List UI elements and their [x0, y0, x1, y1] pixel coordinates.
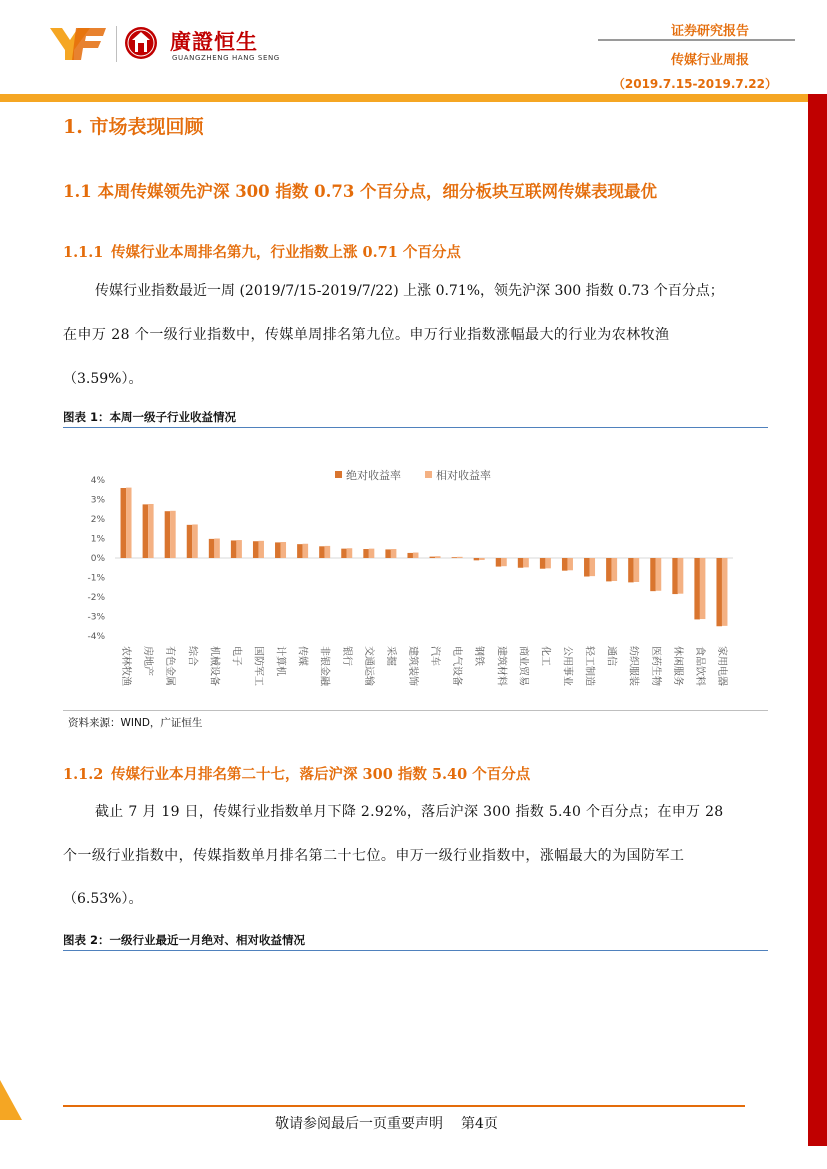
paragraph-line: 在申万 28 个一级行业指数中，传媒单周排名第九位。申万行业指数涨幅最大的行业为农林牧渔 [63, 327, 670, 343]
x-category-label: 采掘 [384, 646, 396, 666]
x-category-label: 家用电器 [715, 646, 727, 686]
bar-relative [413, 553, 419, 558]
y-tick-label: -1% [87, 573, 105, 584]
x-category-label: 商业贸易 [517, 646, 529, 686]
side-accent-bar [808, 94, 827, 1146]
y-tick-label: 2% [90, 515, 105, 525]
bar-relative [612, 558, 618, 581]
company-seal-logo [124, 26, 158, 60]
x-category-label: 休闲服务 [671, 646, 683, 686]
x-category-label: 建筑材料 [495, 646, 507, 686]
x-category-label: 食品饮料 [693, 646, 705, 686]
figure-1-top-rule [63, 427, 768, 428]
bar-absolute [562, 558, 568, 571]
bar-relative [435, 556, 441, 558]
paragraph-line: 传媒行业指数最近一周 (2019/7/15-2019/7/22) 上涨 0.71%，领先沪深 300 指数 0.73 个百分点； [95, 283, 724, 299]
bar-relative [148, 504, 154, 558]
footer-corner-decoration [0, 1080, 30, 1120]
x-category-label: 综合 [186, 646, 198, 666]
header-band [0, 94, 808, 102]
legend-label: 相对收益率 [436, 469, 491, 482]
x-category-label: 钢铁 [473, 646, 485, 666]
section-title: 传媒行业本月排名第二十七，落后沪深 300 指数 5.40 个百分点 [111, 766, 531, 783]
x-category-label: 国防军工 [252, 646, 264, 686]
bar-absolute [341, 549, 347, 558]
bar-relative [236, 540, 242, 558]
bar-relative [479, 558, 485, 560]
y-tick-label: 3% [90, 495, 105, 506]
x-category-label: 农林牧渔 [120, 646, 132, 686]
section-heading-1-1-1 [63, 241, 461, 262]
x-category-label: 汽车 [429, 646, 441, 666]
figure-2-title: 图表 2：一级行业最近一月绝对、相对收益情况 [63, 933, 306, 947]
paragraph-line: （3.59%）。 [63, 371, 143, 387]
bar-absolute [231, 540, 237, 558]
x-category-label: 机械设备 [208, 646, 220, 686]
bar-absolute [209, 539, 215, 558]
x-category-label: 通信 [605, 646, 617, 666]
paragraph-line: 截止 7 月 19 日，传媒行业指数单月下降 2.92%，落后沪深 300 指数 5.40 个百分点；在申万 28 [95, 804, 724, 820]
x-category-label: 电气设备 [451, 646, 463, 686]
bar-absolute [430, 557, 436, 558]
bar-absolute [363, 549, 369, 558]
section-number: 1.1.2 [63, 766, 104, 783]
report-date-range: （2019.7.15-2019.7.22） [612, 77, 777, 91]
y-tick-label: -3% [87, 612, 105, 623]
figure-1-bottom-rule [63, 710, 768, 711]
section-heading-1-1: 1.1 本周传媒领先沪深 300 指数 0.73 个百分点，细分板块互联网传媒表现最优 [63, 182, 658, 201]
x-category-label: 非银金融 [318, 646, 330, 686]
footer-note [275, 1113, 498, 1133]
x-category-label: 医药生物 [649, 646, 661, 686]
bar-absolute [628, 558, 634, 582]
x-category-label: 建筑装饰 [406, 646, 418, 686]
report-type: 证券研究报告 [670, 24, 749, 39]
bar-relative [545, 558, 551, 568]
report-name: 传媒行业周报 [670, 53, 749, 68]
logo-divider [116, 26, 117, 62]
footer-disclaimer: 敬请参阅最后一页重要声明 [275, 1116, 443, 1132]
section-number: 1.1.1 [63, 244, 104, 261]
brand-name-english: GUANGZHENG HANG SENG [172, 54, 280, 62]
bar-absolute [606, 558, 612, 581]
paragraph-line: 个一级行业指数中，传媒指数单月排名第二十七位。申万一级行业指数中，涨幅最大的为国防军工 [63, 848, 685, 864]
bar-absolute [540, 558, 546, 569]
x-category-label: 轻工制造 [583, 646, 595, 686]
brand-name: 廣證恒生 [170, 30, 258, 54]
bar-relative [656, 558, 662, 591]
x-category-label: 房地产 [142, 646, 154, 676]
bar-relative [258, 541, 264, 558]
bar-relative [700, 558, 706, 619]
y-tick-label: -2% [87, 593, 105, 603]
y-tick-label: 1% [90, 534, 105, 545]
legend-label: 绝对收益率 [346, 469, 401, 482]
bar-absolute [253, 541, 259, 558]
bar-absolute [650, 558, 656, 591]
bar-relative [634, 558, 640, 582]
x-category-label: 计算机 [274, 646, 286, 676]
page-number: 第4页 [461, 1116, 498, 1132]
bar-absolute [385, 549, 391, 558]
bar-absolute [165, 511, 171, 558]
bar-relative [678, 558, 684, 594]
bar-relative [590, 558, 596, 576]
bar-relative [303, 544, 309, 558]
legend-swatch [425, 471, 432, 478]
footer-rule [63, 1105, 745, 1107]
section-title: 传媒行业本周排名第九，行业指数上涨 0.71 个百分点 [111, 244, 461, 261]
bar-relative [281, 542, 287, 558]
bar-relative [347, 548, 353, 558]
bar-relative [126, 488, 131, 558]
bar-absolute [297, 544, 303, 558]
bar-absolute [672, 558, 678, 594]
y-tick-label: -4% [87, 632, 105, 642]
x-category-label: 有色金属 [164, 646, 176, 686]
y-tick-label: 4% [90, 476, 105, 486]
bar-absolute [121, 488, 127, 558]
header-divider [598, 39, 795, 41]
x-category-label: 电子 [230, 646, 242, 666]
bar-absolute [694, 558, 700, 619]
bar-relative [501, 558, 507, 566]
section-heading-1-1-2 [63, 763, 530, 784]
bar-absolute [143, 504, 149, 558]
bar-absolute [474, 558, 480, 560]
bar-relative [170, 511, 176, 558]
x-category-label: 化工 [539, 646, 551, 666]
bar-absolute [518, 558, 524, 568]
figure-1-bar-chart [63, 430, 763, 710]
bar-relative [214, 539, 220, 559]
bar-absolute [496, 558, 502, 567]
figure-1-title: 图表 1：本周一级子行业收益情况 [63, 410, 237, 424]
bar-relative [567, 558, 573, 570]
section-heading-1: 1. 市场表现回顾 [63, 116, 204, 138]
bar-absolute [319, 546, 325, 558]
bar-absolute [407, 553, 413, 558]
bar-absolute [452, 557, 458, 558]
bar-relative [192, 524, 198, 558]
bar-relative [369, 549, 375, 558]
bar-relative [722, 558, 728, 626]
x-category-label: 纺织服装 [627, 646, 639, 686]
bar-absolute [187, 525, 193, 558]
bar-absolute [584, 558, 590, 577]
x-category-label: 传媒 [296, 646, 308, 666]
bar-absolute [275, 542, 281, 558]
bar-relative [391, 549, 397, 558]
figure-1-source: 资料来源：WIND，广证恒生 [68, 717, 203, 729]
x-category-label: 银行 [340, 646, 352, 666]
bar-relative [457, 557, 463, 558]
x-category-label: 交通运输 [362, 646, 374, 686]
company-logo-mark [48, 24, 108, 64]
bar-absolute [716, 558, 722, 626]
y-tick-label: 0% [90, 554, 105, 564]
bar-relative [325, 546, 331, 558]
paragraph-line: （6.53%）。 [63, 891, 143, 907]
x-category-label: 公用事业 [561, 646, 573, 686]
legend-swatch [335, 471, 342, 478]
bar-relative [523, 558, 529, 567]
figure-2-top-rule [63, 950, 768, 951]
